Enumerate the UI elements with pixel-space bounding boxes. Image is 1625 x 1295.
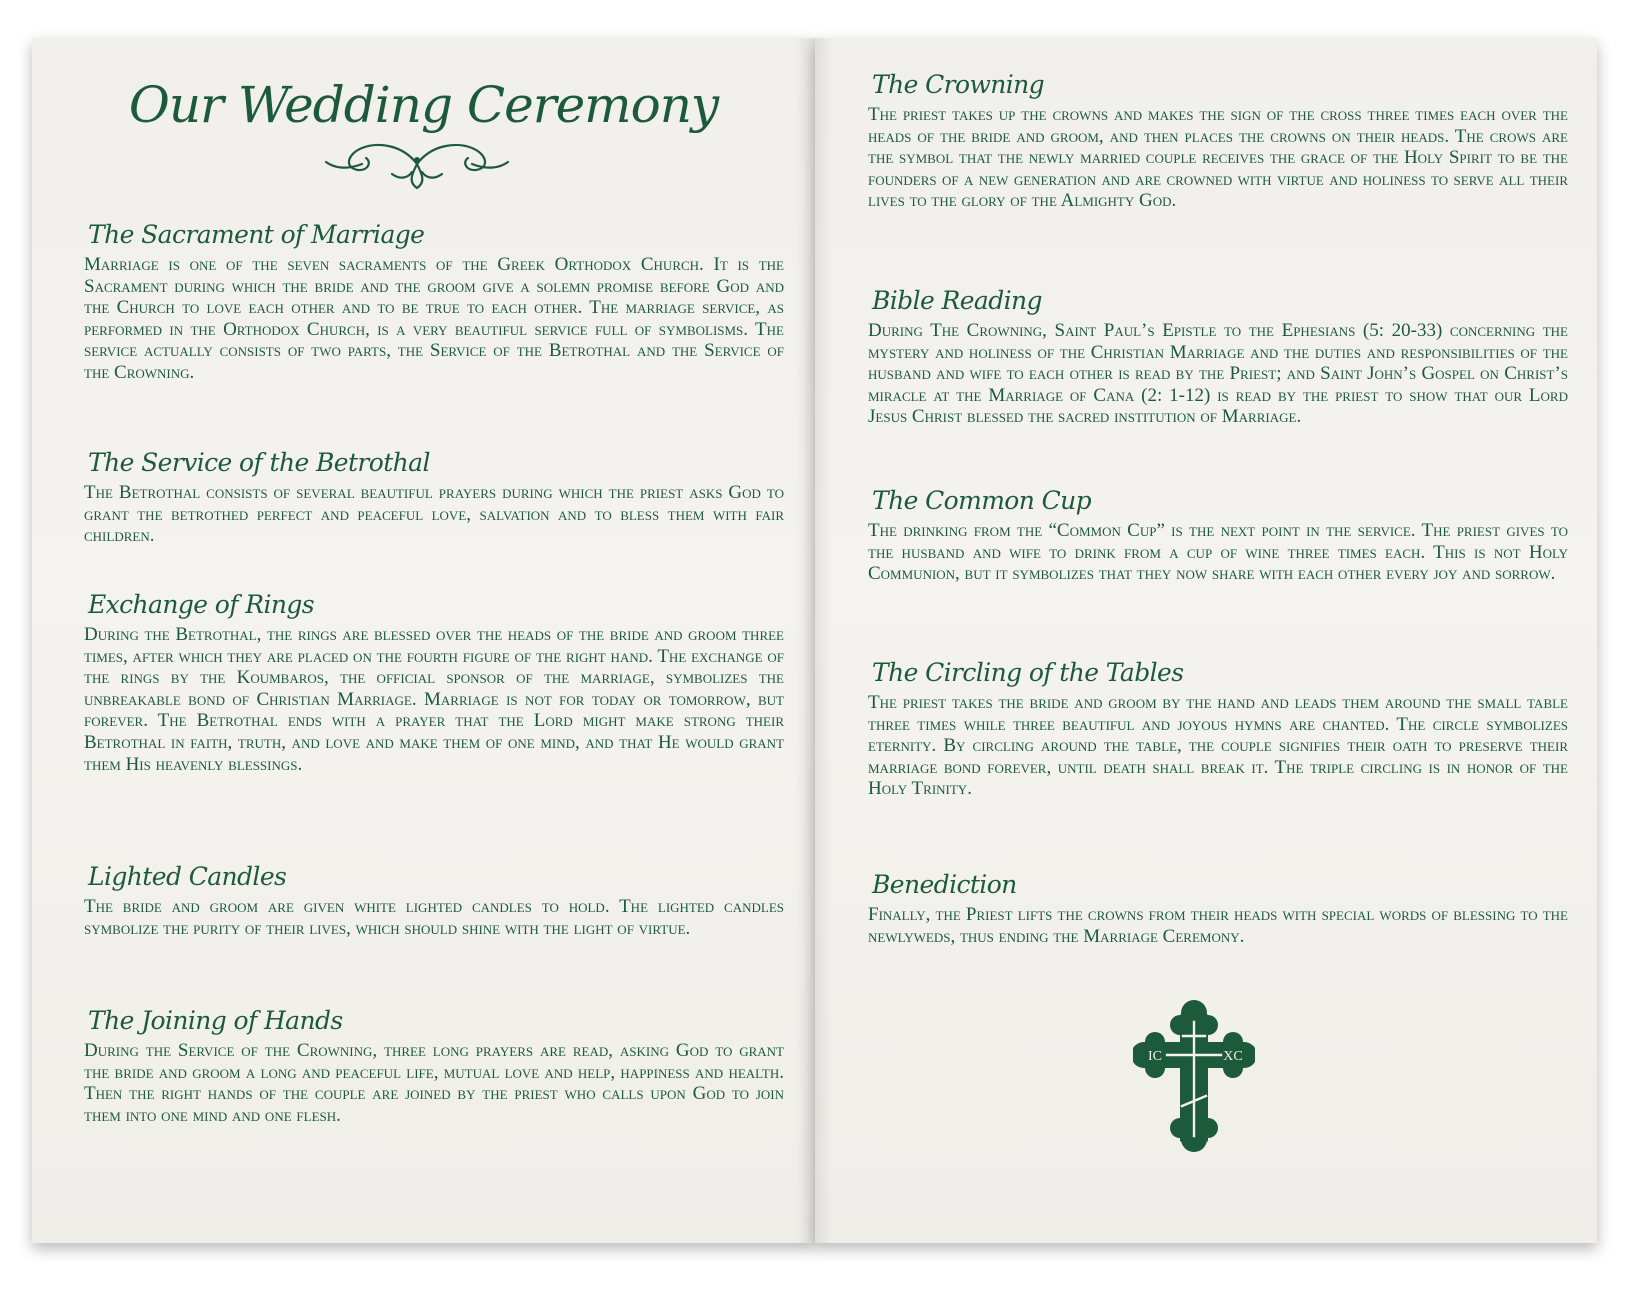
section-heading: The Common Cup (872, 486, 1092, 515)
section-circling-of-tables (868, 658, 1568, 800)
section-bible-reading (868, 286, 1568, 428)
section-heading: The Service of the Betrothal (88, 448, 430, 477)
program-title: Our Wedding Ceremony (128, 76, 719, 134)
section-heading: Lighted Candles (88, 862, 287, 891)
section-body: The drinking from the “Common Cup” is the next point in the service. The priest gives to the husband and wife to drink from a cup of wine three times each. This is not Holy Communion, but it symbolizes that they now share with each other every joy and sorrow. (868, 520, 1568, 585)
section-body: Finally, the Priest lifts the crowns from their heads with special words of blessing to the newlyweds, thus ending the Marriage Ceremony. (868, 904, 1568, 947)
section-benediction (868, 870, 1568, 947)
section-body: During the Service of the Crowning, three long prayers are read, asking God to grant the bride and groom a long and peaceful life, mutual love and help, happiness and health. Then the right hands of the couple are joined by the priest who calls upon God to join them into one mind and one flesh. (84, 1040, 784, 1126)
cross-left-letters: IC (1148, 1049, 1162, 1064)
section-exchange-of-rings (84, 590, 784, 775)
section-body: During The Crowning, Saint Paul’s Epistle to the Ephesians (5: 20-33) concerning the mystery and holiness of the Christian Marriage and the duties and responsibilities of the husband and wife to each other is read by the Priest; and Saint John’s Gospel on Christ’s miracle at the Marriage of Cana (2: 1-12) is read by the priest to show that our Lord Jesus Christ blessed the sacred institution of Marriage. (868, 320, 1568, 428)
section-heading: Bible Reading (872, 286, 1042, 315)
section-heading: The Crowning (872, 70, 1045, 99)
section-common-cup (868, 486, 1568, 585)
section-body: The priest takes the bride and groom by the hand and leads them around the small table three times while three beautiful and joyous hymns are chanted. The circle symbolizes eternity. By circling around the table, the couple signifies their oath to preserve their marriage bond forever, until death shall break it. The triple circling is in honor of the Holy Trinity. (868, 692, 1568, 800)
cross-right-letters: XC (1223, 1049, 1243, 1064)
section-lighted-candles (84, 862, 784, 939)
section-heading: The Circling of the Tables (872, 658, 1184, 687)
section-body: The Betrothal consists of several beautiful prayers during which the priest asks God to grant the betrothed perfect and peaceful love, salvation and to bless them with fair children. (84, 482, 784, 547)
section-body: Marriage is one of the seven sacraments of the Greek Orthodox Church. It is the Sacrament during which the bride and the groom give a solemn promise before God and the Church to love each other and to be true to each other. The marriage service, as performed in the Orthodox Church, is a very beautiful service full of symbolisms. The service actually consists of two parts, the Service of the Betrothal and the Service of the Crowning. (84, 254, 784, 383)
section-joining-of-hands (84, 1006, 784, 1126)
section-body: The bride and groom are given white lighted candles to hold. The lighted candles symbolize the purity of their lives, which should shine with the light of virtue. (84, 896, 784, 939)
section-heading: The Joining of Hands (88, 1006, 343, 1035)
left-page (32, 38, 815, 1243)
right-page (815, 38, 1597, 1243)
section-sacrament-of-marriage (84, 220, 784, 384)
section-the-crowning (868, 70, 1568, 212)
section-body: During the Betrothal, the rings are blessed over the heads of the bride and groom three times, after which they are placed on the fourth figure of the right hand. The exchange of the rings by the Koumbaros, the official sponsor of the marriage, symbolizes the unbreakable bond of Christian Marriage. Marriage is not for today or tomorrow, but forever. The Betrothal ends with a prayer that the Lord might make strong their Betrothal in faith, truth, and love and make them of one mind, and that He would grant them His heavenly blessings. (84, 624, 784, 775)
section-service-of-betrothal (84, 448, 784, 547)
wedding-program-booklet (32, 38, 1597, 1243)
section-heading: The Sacrament of Marriage (88, 220, 425, 249)
section-heading: Exchange of Rings (88, 590, 315, 619)
section-body: The priest takes up the crowns and makes the sign of the cross three times each over the heads of the bride and groom, and then places the crowns on their heads. The crows are the symbol that the newly married couple receives the grace of the Holy Spirit to be the founders of a new generation and are crowned with virtue and holiness to serve all their lives to the glory of the Almighty God. (868, 104, 1568, 212)
orthodox-cross-icon (1133, 1000, 1255, 1152)
section-heading: Benediction (872, 870, 1017, 899)
flourish-ornament-icon (322, 134, 512, 192)
